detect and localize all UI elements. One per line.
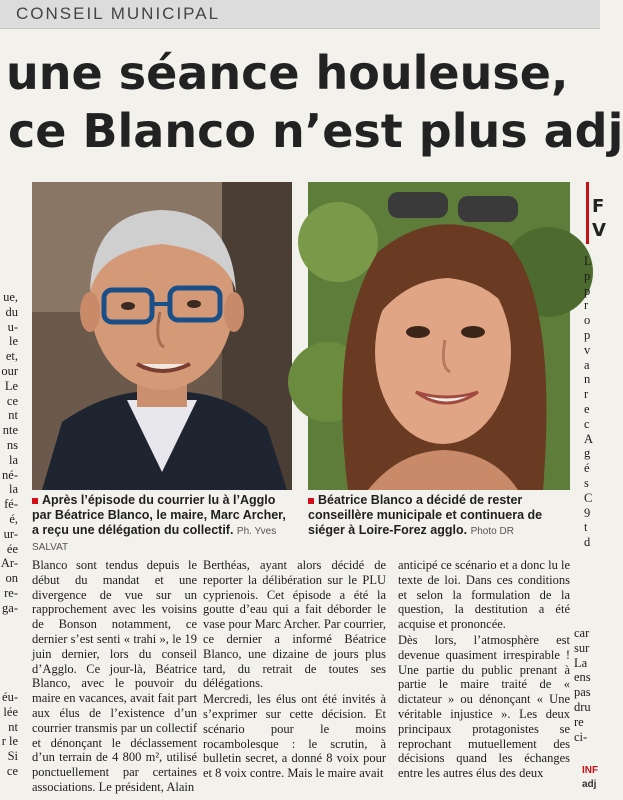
edge-text-fragment: ga- [2, 600, 18, 615]
photo-beatrice-blanco [308, 182, 570, 490]
left-edge-fragments-bottom [0, 690, 18, 779]
edge-text-fragment: a [584, 357, 590, 372]
info-tag: INF [582, 765, 599, 776]
sidebar-heading-fragment: V [592, 220, 606, 241]
edge-text-fragment: la [8, 482, 18, 497]
article-column-3 [398, 558, 570, 782]
edge-text-fragment: La [574, 655, 588, 670]
edge-text-fragment: c [584, 416, 590, 431]
edge-text-fragment: p [584, 268, 591, 283]
caption-marker-icon [32, 498, 38, 504]
left-edge-fragments [0, 290, 18, 616]
edge-text-fragment: pas [574, 685, 591, 700]
edge-text-fragment: nt [8, 408, 18, 423]
edge-text-fragment: n [584, 372, 591, 387]
caption-text-1: Après l’épisode du courrier lu à l’Agglo par Béatrice Blanco, le maire, Marc Archer, a reçu une délégation du collectif. [32, 493, 286, 537]
edge-text-fragment: éu- [2, 690, 18, 704]
edge-text-fragment: e [584, 401, 590, 416]
photo-caption-2 [308, 493, 570, 539]
edge-text-fragment: ée [6, 541, 18, 556]
edge-text-fragment: t [584, 520, 588, 535]
edge-text-fragment: lée [3, 704, 18, 719]
edge-text-fragment: le [8, 334, 18, 349]
section-label: CONSEIL MUNICIPAL [16, 4, 221, 23]
edge-text-fragment: ce [6, 763, 18, 778]
edge-text-fragment: dru [574, 699, 591, 714]
edge-text-fragment: ce [6, 393, 18, 408]
edge-text-fragment: p [584, 283, 591, 298]
edge-text-fragment: v [584, 342, 591, 357]
edge-text-fragment: L [584, 254, 592, 268]
edge-text-fragment: r [584, 298, 589, 313]
edge-text-fragment: r le [1, 734, 18, 749]
right-edge-fragments-bottom [574, 626, 600, 744]
edge-text-fragment: du [5, 304, 18, 319]
section-header [0, 0, 600, 29]
edge-text-fragment: ue, [3, 290, 18, 304]
edge-text-fragment: né- [2, 467, 18, 482]
edge-text-fragment: Si [7, 749, 18, 764]
edge-text-fragment: Ar- [0, 556, 18, 571]
caption-marker-icon [308, 498, 314, 504]
right-edge-fragments [584, 254, 600, 550]
edge-text-fragment: nt [8, 719, 18, 734]
edge-text-fragment: o [584, 313, 591, 328]
edge-text-fragment: Le [4, 378, 18, 393]
edge-text-fragment: re- [4, 585, 18, 600]
edge-text-fragment: d [584, 535, 591, 550]
edge-text-fragment: é, [9, 511, 18, 526]
column-2-paragraph-2: Mercredi, les élus ont été invités à s’exprimer sur cette décision. Et scénario pour le moins rocambolesque : le scrutin, à bulletin secret, a donné 8 voix pour et 8 voix contre. Mais le maire avait [203, 692, 386, 781]
edge-text-fragment: u- [7, 319, 18, 334]
info-subtag: adj [582, 779, 597, 790]
edge-text-fragment: 9 [584, 505, 591, 520]
edge-text-fragment: s [584, 475, 589, 490]
photo-credit-2: Photo DR [470, 526, 514, 537]
article-column-2 [203, 558, 386, 782]
sidebar-red-rule [586, 182, 589, 244]
sidebar-heading-fragment: F [592, 196, 605, 217]
edge-text-fragment: our [1, 363, 18, 378]
edge-text-fragment: p [584, 327, 591, 342]
edge-text-fragment: é [584, 461, 590, 476]
caption-text-2: Béatrice Blanco a décidé de rester conseillère municipale et continuera de siéger à Loire-Forez agglo. [308, 493, 543, 537]
article-column-1 [32, 558, 197, 796]
headline-line-1: une séance houleuse, [6, 46, 569, 100]
edge-text-fragment: fé- [4, 497, 18, 512]
column-2-paragraph-1: Berthéas, ayant alors décidé de reporter la délibération sur le PLU cyprienois. Cet épisode a été la goutte d’eau qui a fait déborder le vase pour Marc Archer. Par courrier, ce dernier a informé Béatrice Blanco, une dizaine de jours plus tard, du retrait de toutes ses délégations. [203, 558, 386, 691]
edge-text-fragment: A [584, 431, 594, 446]
edge-text-fragment: ci- [574, 729, 588, 744]
edge-text-fragment: la [8, 452, 18, 467]
edge-text-fragment: car [574, 626, 590, 640]
headline-line-2: ce Blanco n’est plus adj [8, 104, 623, 158]
photo-marc-archer [32, 182, 292, 490]
edge-text-fragment: C [584, 490, 593, 505]
edge-text-fragment: on [5, 571, 18, 586]
edge-text-fragment: r [584, 387, 589, 402]
edge-text-fragment: sur [574, 640, 590, 655]
edge-text-fragment: nte [2, 423, 18, 438]
edge-text-fragment: ur- [3, 526, 18, 541]
edge-text-fragment: g [584, 446, 591, 461]
column-3-paragraph-1: anticipé ce scénario et a donc lu le texte de loi. Dans ces conditions et selon la formulation de la question, la destitution a été acquise et prononcée. [398, 558, 570, 632]
right-sidebar-heading [592, 195, 606, 243]
edge-text-fragment: re [574, 714, 584, 729]
photo-credit-1: Ph. Yves SALVAT [32, 526, 277, 553]
column-1-paragraph: Blanco sont tendus depuis le début du mandat et une divergence de vue sur un rapprochement avec les voisins de Bonson notamment, ce dernier s’est senti « trahi », le 19 juin dernier, lors du conseil d’Agglo. Ce jour-là, Béatrice Blanco, avec le pouvoir du maire en vacances, avait fait part aux élus de l’existence d’un courrier transmis par un collectif et dénonçant le déclassement d’un terrain de 4 800 m², utilisé ponctuellement par certaines associations. Le président, Alain [32, 558, 197, 794]
edge-text-fragment: et, [5, 349, 18, 364]
edge-text-fragment: ens [574, 670, 591, 685]
photo-caption-1 [32, 493, 294, 555]
edge-text-fragment: ns [6, 437, 18, 452]
column-3-paragraph-2: Dès lors, l’atmosphère est devenue quasiment irrespirable ! Une partie du public prenant à partie le maire traité de « dictateur » ou dénonçant « Une véritable injustice ». Les deux principaux protagonistes se reprochant mutuellement des décisions quand les échanges entre les autres élus des deux [398, 632, 570, 781]
